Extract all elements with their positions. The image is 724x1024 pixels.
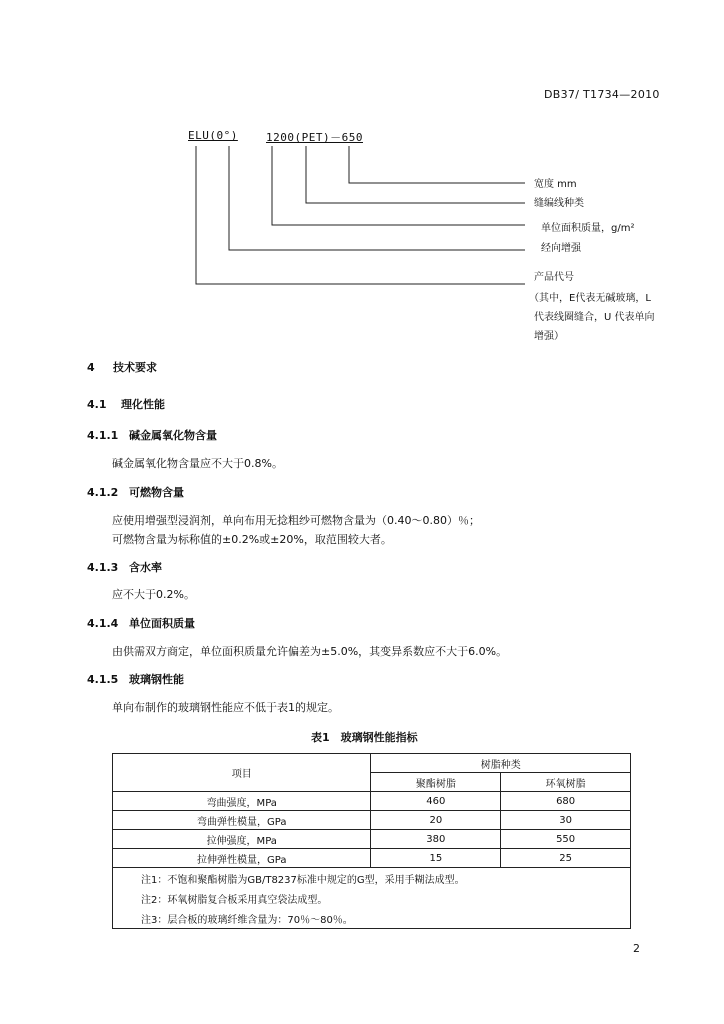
label-area-mass: 单位面积质量，g/m² [541, 223, 635, 234]
table-note-row [113, 888, 631, 908]
section-4-1-1-heading [87, 427, 217, 443]
header-item: 项目 [113, 754, 371, 792]
table-row [113, 792, 631, 811]
header-resin-type: 树脂种类 [371, 754, 631, 773]
section-number: 4.1.1 [87, 429, 119, 442]
performance-table [112, 753, 631, 929]
table-note-2: 注2：环氧树脂复合板采用真空袋法成型。 [113, 888, 631, 908]
table-row [113, 849, 631, 868]
section-4-1-5-heading [87, 671, 184, 687]
row-value-epoxy: 30 [501, 811, 631, 830]
section-title: 碱金属氧化物含量 [129, 429, 217, 442]
table-note-3: 注3：层合板的玻璃纤维含量为：70％～80％。 [113, 908, 631, 929]
row-value-polyester: 460 [371, 792, 501, 811]
table-note-row [113, 908, 631, 929]
label-width: 宽度 mm [534, 179, 577, 190]
designation-code-part1: ELU(0°) [188, 129, 238, 142]
section-number: 4.1.5 [87, 673, 119, 686]
page-number: 2 [633, 942, 640, 955]
section-4-1-2-heading [87, 484, 184, 500]
label-note-3: 增强） [534, 331, 564, 342]
section-number: 4.1.3 [87, 561, 119, 574]
label-thread-type: 缝编线种类 [534, 198, 584, 209]
section-title: 理化性能 [121, 398, 165, 411]
table-note-1: 注1：不饱和聚酯树脂为GB/T8237标准中规定的G型，采用手糊法成型。 [113, 868, 631, 889]
label-product-code: 产品代号 [534, 272, 574, 283]
leader-line-width [349, 146, 525, 183]
section-4-1-2-text-1: 应使用增强型浸润剂，单向布用无捻粗纱可燃物含量为（0.40～0.80）％； [112, 514, 480, 527]
leader-line-warp [229, 146, 525, 250]
designation-leader-lines [0, 0, 724, 400]
table-row [113, 811, 631, 830]
row-value-epoxy: 25 [501, 849, 631, 868]
designation-code-part2: 1200(PET)－650 [266, 131, 363, 144]
row-value-epoxy: 550 [501, 830, 631, 849]
label-warp: 经向增强 [541, 243, 581, 254]
row-item: 拉伸强度，MPa [113, 830, 371, 849]
row-item: 弯曲强度，MPa [113, 792, 371, 811]
section-4-heading [87, 359, 157, 375]
row-item: 拉伸弹性模量，GPa [113, 849, 371, 868]
section-title: 单位面积质量 [129, 617, 195, 630]
section-number: 4.1.4 [87, 617, 119, 630]
table-header-row [113, 754, 631, 773]
table-note-row [113, 868, 631, 889]
section-title: 含水率 [129, 561, 162, 574]
section-4-1-3-heading [87, 559, 162, 575]
label-note-1: （其中，E代表无碱玻璃，L [529, 293, 651, 304]
row-value-epoxy: 680 [501, 792, 631, 811]
section-4-1-5-text: 单向布制作的玻璃钢性能应不低于表1的规定。 [112, 701, 339, 714]
section-4-1-4-text: 由供需双方商定，单位面积质量允许偏差为±5.0%，其变异系数应不大于6.0%。 [112, 645, 508, 658]
header-epoxy: 环氧树脂 [501, 773, 631, 792]
section-4-1-1-text: 碱金属氧化物含量应不大于0.8%。 [112, 457, 283, 470]
section-4-1-4-heading [87, 615, 195, 631]
section-4-1-3-text: 应不大于0.2%。 [112, 588, 195, 601]
leader-line-mass [272, 146, 525, 225]
row-value-polyester: 15 [371, 849, 501, 868]
section-title: 玻璃钢性能 [129, 673, 184, 686]
section-title: 技术要求 [113, 361, 157, 374]
section-4-1-heading [87, 396, 165, 412]
label-note-2: 代表线圈缝合，U 代表单向 [534, 312, 655, 323]
row-item: 弯曲弹性模量，GPa [113, 811, 371, 830]
header-polyester: 聚酯树脂 [371, 773, 501, 792]
table-row [113, 830, 631, 849]
row-value-polyester: 380 [371, 830, 501, 849]
section-number: 4 [87, 361, 95, 374]
section-4-1-2-text-2: 可燃物含量为标称值的±0.2%或±20%，取范围较大者。 [112, 533, 392, 546]
leader-line-thread [306, 146, 525, 203]
row-value-polyester: 20 [371, 811, 501, 830]
section-number: 4.1.2 [87, 486, 119, 499]
leader-line-product [196, 146, 525, 284]
section-title: 可燃物含量 [129, 486, 184, 499]
table-caption: 表1 玻璃钢性能指标 [311, 731, 418, 744]
standard-number: DB37/ T1734—2010 [544, 88, 660, 101]
section-number: 4.1 [87, 398, 107, 411]
